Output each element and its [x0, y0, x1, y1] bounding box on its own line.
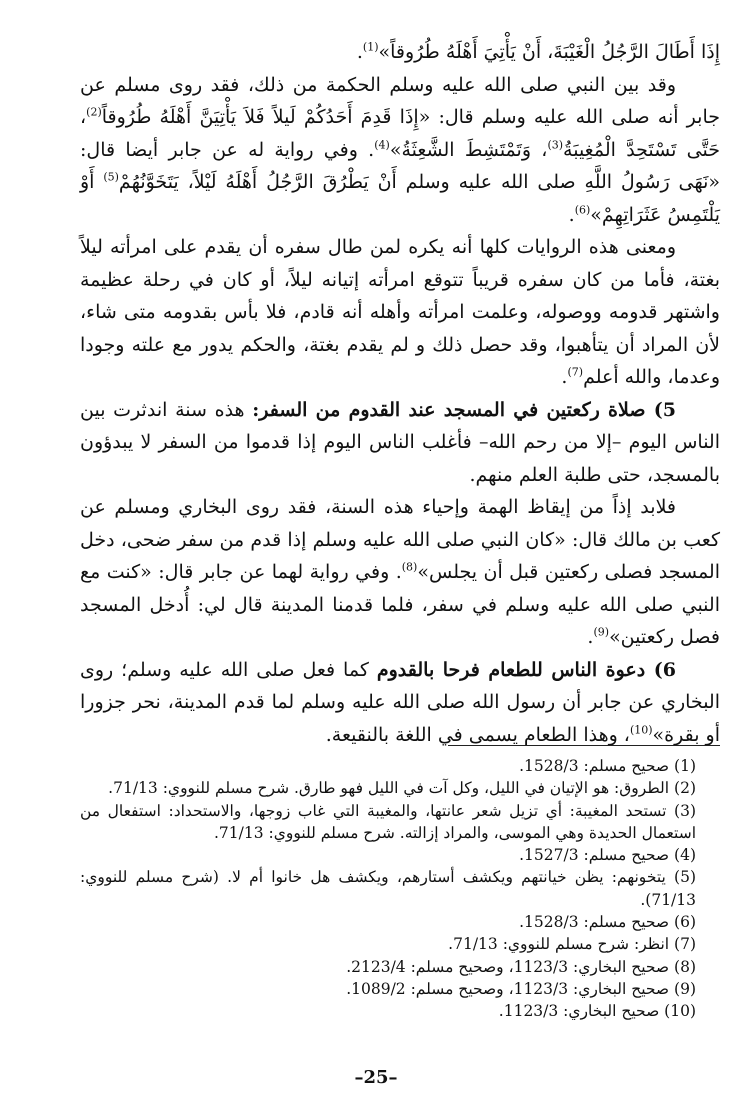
footnote-8: (8) صحيح البخاري: 1123/3، وصحيح مسلم: 2123/4.	[346, 957, 696, 976]
footnote-ref-6: (6)	[574, 203, 591, 217]
footnote-ref-9: (9)	[593, 625, 610, 639]
paragraph-1: إِذَا أَطَالَ الرَّجُلُ الْغَيْبَةَ، أَنْ يَأْتِيَ أَهْلَهُ طُرُوقاً»$^{(1)}$.	[356, 40, 720, 63]
footnote-1: (1) صحيح مسلم: 1528/3.	[519, 757, 696, 775]
footnote-3: (3) تستحد المغيبة: أي تزيل شعر عانتها، والمغيبة التي غاب زوجها، والاستحداد: استفعال من استعمال الحديدة وهي الموسى، والمراد إزالته. شرح مسلم للنووي: 71/13.	[80, 801, 696, 842]
footnote-6: (6) صحيح مسلم: 1528/3.	[519, 913, 696, 932]
footnote-7: (7) انظر: شرح مسلم للنووي: 71/13.	[448, 935, 696, 954]
footnote-ref-3: (3)	[547, 138, 564, 152]
footnote-ref-7: (7)	[567, 365, 584, 379]
paragraph-2: وقد بين النبي صلى الله عليه وسلم الحكمة من ذلك، فقد روى مسلم عن جابر أنه صلى الله عليه وسلم قال: «إِذَا قَدِمَ أَحَدُكُمْ لَيلاً فَلاَ يَأْتِيَنَّ أَهْلَهُ طُرُوقاً$^{(2)}$، حَتَّى تَسْتَحِدَّ الْمُغِيبَةُ$^{(3)}$، وَتَمْتَشِطَ الشَّعِثَةُ»$^{(4)}$. وفي رواية له عن جابر أيضا قال: «نَهَى رَسُولُ اللَّهِ صلى الله عليه وسلم أَنْ يَطْرُقَ الرَّجُلُ أَهْلَهُ لَيْلاً، يَتَخَوَّنُهُمْ$^{(5)}$ أَوْ يَلْتَمِسُ عَثَرَاتِهِمْ»$^{(6)}$.	[80, 73, 720, 226]
footnote-ref-8: (8)	[401, 560, 418, 574]
footnote-ref-4: (4)	[374, 138, 390, 152]
footnote-9: (9) صحيح البخاري: 1123/3، وصحيح مسلم: 1089/2.	[346, 979, 696, 998]
section-5: 5) صلاة ركعتين في المسجد عند القدوم من السفر: هذه سنة اندثرت بين الناس اليوم –إلا من رحم الله– فأغلب الناس اليوم إذا قدموا من السفر لا يبدؤون بالمسجد، حتى طلبة العلم منهم.	[80, 398, 720, 486]
paragraph-3: ومعنى هذه الروايات كلها أنه يكره لمن طال سفره أن يقدم على امرأته ليلاً بغتة، فأما من كان سفره قريباً تتوقع امرأته إتيانه ليلاً، أو كان في رحلة عظيمة واشتهر قدومه ووصوله، وعلمت امرأته وأهله أنه قادم، فلا بأس بقدومه متى شاء، لأن المراد أن يتأهبوا، وقد حصل ذلك و لم يقدم بغتة، والحكم يدور مع علته وجودا وعدما، والله أعلم$^{(7)}$.	[80, 236, 720, 388]
footnote-2: (2) الطروق: هو الإتيان في الليل، وكل آت في الليل فهو طارق. شرح مسلم للنووي: 71/13.	[108, 779, 696, 798]
footnote-ref-10: (10)	[629, 723, 653, 737]
footnote-5: (5) يتخونهم: يظن خيانتهم ويكشف أستارهم، ويكشف هل خانوا أم لا. (شرح مسلم للنووي: 71/13).	[80, 868, 696, 909]
footnote-ref-1: (1)	[362, 40, 379, 54]
section-6-heading: 6) دعوة الناس للطعام فرحا بالقدوم	[376, 658, 676, 681]
footnote-4: (4) صحيح مسلم: 1527/3.	[519, 846, 696, 865]
page-number: –25–	[354, 1067, 398, 1088]
footnote-ref-5: (5)	[103, 170, 119, 184]
section-6: 6) دعوة الناس للطعام فرحا بالقدوم كما فعل صلى الله عليه وسلم؛ روى البخاري عن جابر أن رسول الله صلى الله عليه وسلم لما قدم المدينة، نحر جزورا أو بقرة»$^{(10)}$، وهذا الطعام يسمى في اللغة بالنقيعة.	[80, 658, 720, 746]
paragraph-6: فلابد إذاً من إيقاظ الهمة وإحياء هذه السنة، فقد روى البخاري ومسلم عن كعب بن مالك قال: «كان النبي صلى الله عليه وسلم إذا قدم من سفر ضحى، دخل المسجد فصلى ركعتين قبل أن يجلس»$^{(8)}$. وفي رواية لهما عن جابر قال: «كنت مع النبي صلى الله عليه وسلم في سفر، فلما قدمنا المدينة قال لي: أُدخل المسجد فصل ركعتين»$^{(9)}$.	[80, 496, 720, 648]
section-5-heading: 5) صلاة ركعتين في المسجد عند القدوم من السفر:	[252, 398, 676, 421]
footnote-10: (10) صحيح البخاري: 1123/3.	[498, 1002, 696, 1021]
footnotes	[80, 755, 720, 1023]
main-text	[80, 36, 720, 751]
footnote-divider	[448, 745, 720, 746]
footnote-ref-2: (2)	[86, 105, 102, 119]
